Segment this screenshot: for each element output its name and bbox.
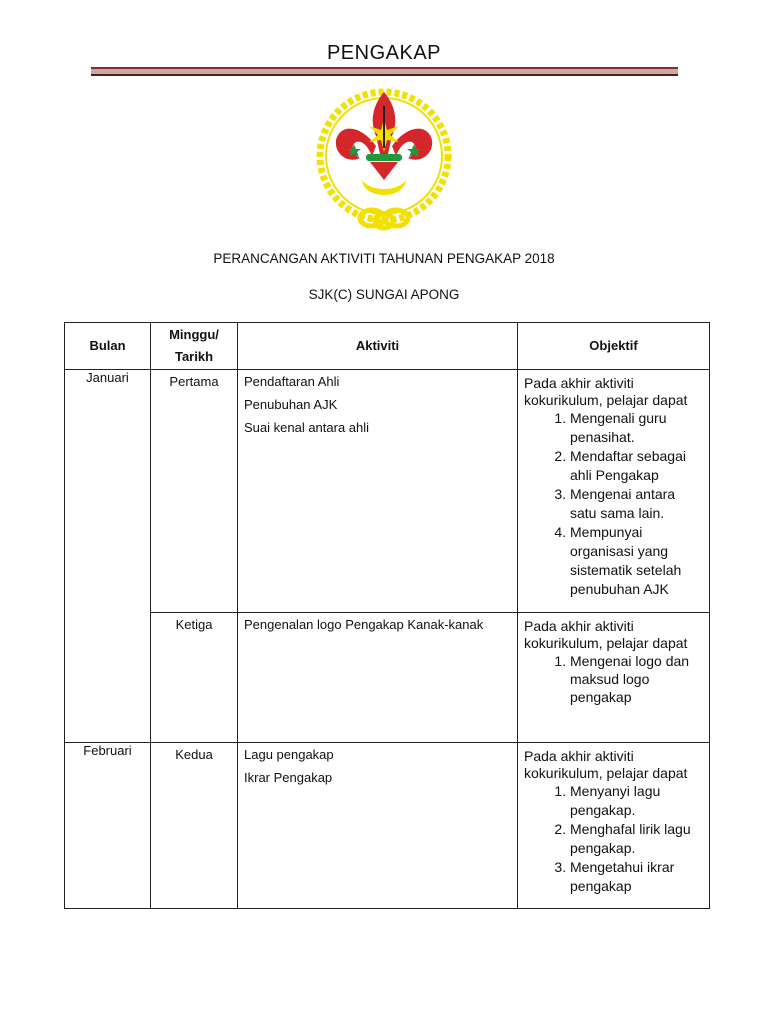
objective-item: 1. Menyanyi lagu pengakap.: [570, 782, 703, 820]
header-minggu: [151, 323, 238, 370]
table-row: [65, 370, 710, 613]
document-title: PERANCANGAN AKTIVITI TAHUNAN PENGAKAP 2018: [213, 251, 555, 266]
document-subtitle: SJK(C) SUNGAI APONG: [308, 287, 460, 302]
objective-item: 1. Mengenali guru penasihat.: [570, 409, 703, 447]
header-minggu-line1: Minggu/: [169, 327, 219, 342]
activity-cell: [238, 613, 518, 743]
objective-intro: Pada akhir aktiviti kokurikulum, pelajar dapat: [524, 748, 688, 781]
objective-cell: [518, 370, 710, 613]
objective-item: 3. Mengenai antara satu sama lain.: [570, 485, 703, 523]
activity-item: Ikrar Pengakap: [244, 770, 333, 785]
page-title: PENGAKAP: [326, 42, 442, 64]
activity-plan-table: [64, 322, 710, 909]
objective-item: 3. Mengetahui ikrar pengakap: [570, 858, 703, 896]
week-cell: Pertama: [151, 370, 238, 613]
activity-cell: [238, 743, 518, 909]
table-header-row: [65, 323, 710, 370]
header-divider: [91, 67, 678, 76]
table-row: [65, 613, 710, 743]
header-minggu-line2: Tarikh: [174, 349, 214, 364]
activity-item: Lagu pengakap: [244, 747, 334, 762]
activity-cell: [238, 370, 518, 613]
scout-emblem-icon: [310, 84, 458, 234]
objective-cell: [518, 613, 710, 743]
header-bulan: Bulan: [65, 323, 151, 370]
objective-intro: Pada akhir aktiviti kokurikulum, pelajar dapat: [524, 375, 688, 408]
week-cell: Kedua: [151, 743, 238, 909]
month-cell: Januari: [65, 370, 151, 743]
objective-item: 4. Mempunyai organisasi yang sistematik setelah penubuhan AJK: [570, 523, 703, 599]
activity-item: Pengenalan logo Pengakap Kanak-kanak: [244, 617, 484, 632]
objective-intro: Pada akhir aktiviti kokurikulum, pelajar dapat: [524, 618, 688, 651]
month-cell: Februari: [65, 743, 151, 909]
header-aktiviti: Aktiviti: [238, 323, 518, 370]
activity-item: Penubuhan AJK: [244, 397, 338, 412]
week-cell: Ketiga: [151, 613, 238, 743]
table-row: [65, 743, 710, 909]
objective-item: 2. Menghafal lirik lagu pengakap.: [570, 820, 703, 858]
activity-item: Pendaftaran Ahli: [244, 374, 340, 389]
activity-item: Suai kenal antara ahli: [244, 420, 370, 435]
objective-item: 2. Mendaftar sebagai ahli Pengakap: [570, 447, 703, 485]
objective-cell: [518, 743, 710, 909]
header-objektif: Objektif: [518, 323, 710, 370]
objective-item: 1. Mengenai logo dan maksud logo pengakap: [570, 652, 703, 706]
